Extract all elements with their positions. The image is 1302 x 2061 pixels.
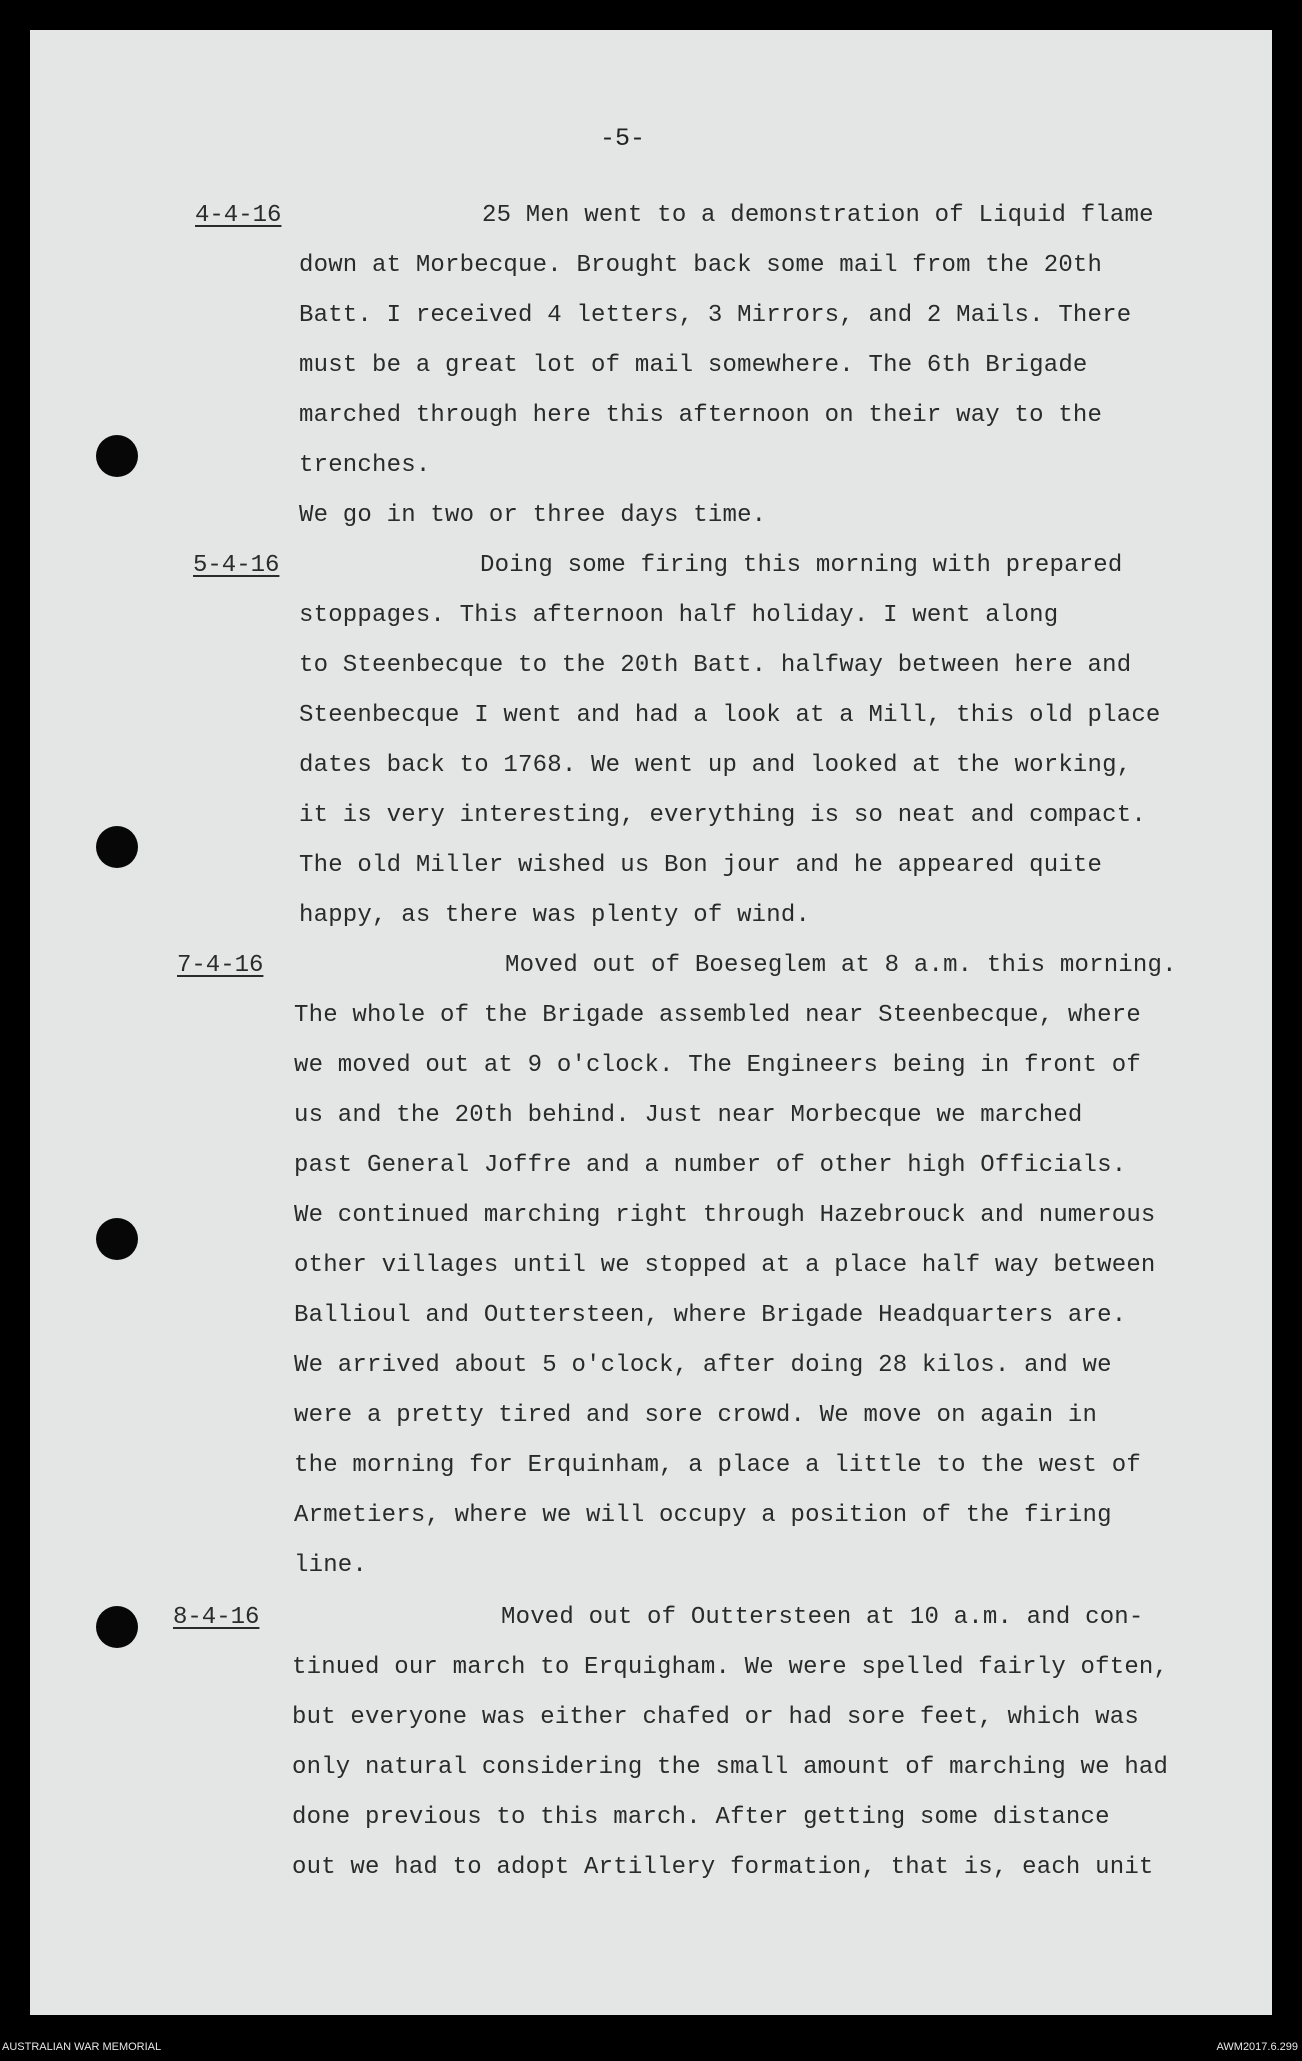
text-line: other villages until we stopped at a place half way between <box>294 1252 1156 1279</box>
text-line: done previous to this march. After getting some distance <box>292 1804 1110 1831</box>
text-line: the morning for Erquinham, a place a little to the west of <box>294 1452 1141 1479</box>
text-line: it is very interesting, everything is so neat and compact. <box>299 802 1146 829</box>
text-line: Ballioul and Outtersteen, where Brigade Headquarters are. <box>294 1302 1127 1329</box>
text-line: down at Morbecque. Brought back some mail from the 20th <box>299 252 1103 279</box>
text-line: Batt. I received 4 letters, 3 Mirrors, and 2 Mails. There <box>299 302 1132 329</box>
punch-hole <box>96 435 138 477</box>
text-line: The whole of the Brigade assembled near Steenbecque, where <box>294 1002 1141 1029</box>
entry-date: 8-4-16 <box>173 1604 260 1631</box>
text-line: Steenbecque I went and had a look at a Mill, this old place <box>299 702 1161 729</box>
text-line: Moved out of Boeseglem at 8 a.m. this morning. <box>505 952 1177 979</box>
entry-date: 5-4-16 <box>193 552 280 579</box>
text-line: trenches. <box>299 452 431 479</box>
text-line: must be a great lot of mail somewhere. The 6th Brigade <box>299 352 1088 379</box>
document-page <box>30 30 1272 2015</box>
text-line: were a pretty tired and sore crowd. We move on again in <box>294 1402 1098 1429</box>
text-line: Moved out of Outtersteen at 10 a.m. and con- <box>501 1604 1144 1631</box>
text-line: but everyone was either chafed or had sore feet, which was <box>292 1704 1139 1731</box>
text-line: We go in two or three days time. <box>299 502 767 529</box>
text-line: Doing some firing this morning with prepared <box>480 552 1123 579</box>
text-line: stoppages. This afternoon half holiday. I went along <box>299 602 1059 629</box>
text-line: The old Miller wished us Bon jour and he appeared quite <box>299 852 1103 879</box>
text-line: we moved out at 9 o'clock. The Engineers being in front of <box>294 1052 1141 1079</box>
text-line: We continued marching right through Hazebrouck and numerous <box>294 1202 1156 1229</box>
entry-date: 4-4-16 <box>195 202 282 229</box>
text-line: We arrived about 5 o'clock, after doing 28 kilos. and we <box>294 1352 1112 1379</box>
text-line: Armetiers, where we will occupy a position of the firing <box>294 1502 1112 1529</box>
text-line: happy, as there was plenty of wind. <box>299 902 811 929</box>
entry-date: 7-4-16 <box>177 952 264 979</box>
text-line: dates back to 1768. We went up and looked at the working, <box>299 752 1132 779</box>
text-line: line. <box>294 1552 368 1579</box>
page-number: -5- <box>600 124 646 153</box>
footer-left: AUSTRALIAN WAR MEMORIAL <box>2 2041 162 2053</box>
punch-hole <box>96 1218 138 1260</box>
text-line: us and the 20th behind. Just near Morbecque we marched <box>294 1102 1083 1129</box>
footer-right: AWM2017.6.299 <box>1216 2041 1298 2053</box>
text-line: only natural considering the small amount of marching we had <box>292 1754 1169 1781</box>
punch-hole <box>96 1606 138 1648</box>
text-line: out we had to adopt Artillery formation, that is, each unit <box>292 1854 1154 1881</box>
text-line: 25 Men went to a demonstration of Liquid flame <box>482 202 1154 229</box>
text-line: tinued our march to Erquigham. We were spelled fairly often, <box>292 1654 1169 1681</box>
text-line: to Steenbecque to the 20th Batt. halfway between here and <box>299 652 1132 679</box>
punch-hole <box>96 826 138 868</box>
text-line: past General Joffre and a number of other high Officials. <box>294 1152 1127 1179</box>
text-line: marched through here this afternoon on their way to the <box>299 402 1103 429</box>
